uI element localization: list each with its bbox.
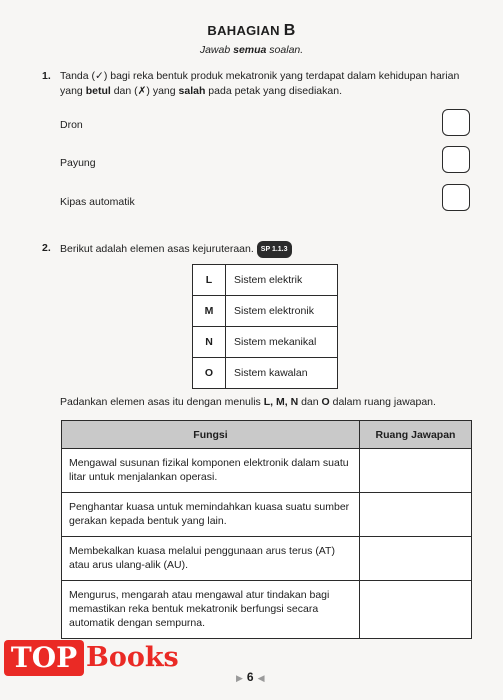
table-row [62, 581, 472, 639]
answer-cell[interactable] [360, 537, 472, 581]
function-text: Mengurus, mengarah atau mengawal atur tindakan bagi memastikan reka bentuk mekatronik berfungsi secara automatik dengan sempurna. [62, 581, 360, 639]
section-instruction: Jawab semua soalan. [199, 44, 304, 56]
element-row: O Sistem kawalan [193, 358, 338, 389]
topbooks-logo: TOP Books [0, 637, 182, 679]
q1-item-kipas: Kipas automatik [60, 196, 135, 208]
function-text: Mengawal susunan fizikal komponen elektronik dalam suatu litar untuk menjalankan operasi. [62, 449, 360, 493]
element-row: N Sistem mekanikal [193, 327, 338, 358]
element-row: M Sistem elektronik [193, 296, 338, 327]
header-answer: Ruang Jawapan [360, 421, 472, 449]
page-number: 6 [246, 670, 254, 684]
table-row [62, 449, 472, 493]
element-row: L Sistem elektrik [193, 265, 338, 296]
answer-cell[interactable] [360, 581, 472, 639]
question-1-text: Tanda (✓) bagi reka bentuk produk mekatronik yang terdapat dalam kehidupan harian yang betul dan (✗) yang salah pada petak yang disediakan. [60, 70, 460, 97]
question-2-number: 2. [42, 242, 51, 254]
question-1-number: 1. [42, 70, 51, 82]
function-text: Penghantar kuasa untuk memindahkan kuasa suatu sumber gerakan kepada bentuk yang lain. [62, 493, 360, 537]
q1-answer-box-dron[interactable] [442, 109, 470, 136]
function-text: Membekalkan kuasa melalui penggunaan arus terus (AT) atau arus ulang-alik (AU). [62, 537, 360, 581]
table-row [62, 537, 472, 581]
arrow-left-icon: ◀ [257, 673, 265, 683]
question-2-text: Berikut adalah elemen asas kejuruteraan. SP 1.1.3 [60, 241, 292, 258]
elements-table [192, 264, 338, 389]
table-row [62, 493, 472, 537]
arrow-right-icon: ▶ [236, 673, 243, 683]
matching-table [61, 420, 472, 639]
q1-item-payung: Payung [60, 157, 96, 169]
header-function: Fungsi [62, 421, 360, 449]
syllabus-ref-badge: SP 1.1.3 [257, 241, 292, 258]
answer-cell[interactable] [360, 449, 472, 493]
answer-cell[interactable] [360, 493, 472, 537]
page-footer [232, 670, 269, 684]
q1-item-dron: Dron [60, 119, 83, 131]
q1-answer-box-payung[interactable] [442, 146, 470, 173]
matching-table-header [62, 421, 472, 449]
section-title: BAHAGIAN B [207, 22, 296, 39]
q1-answer-box-kipas[interactable] [442, 184, 470, 211]
matching-instruction: Padankan elemen asas itu dengan menulis L, M, N dan O dalam ruang jawapan. [60, 396, 436, 408]
